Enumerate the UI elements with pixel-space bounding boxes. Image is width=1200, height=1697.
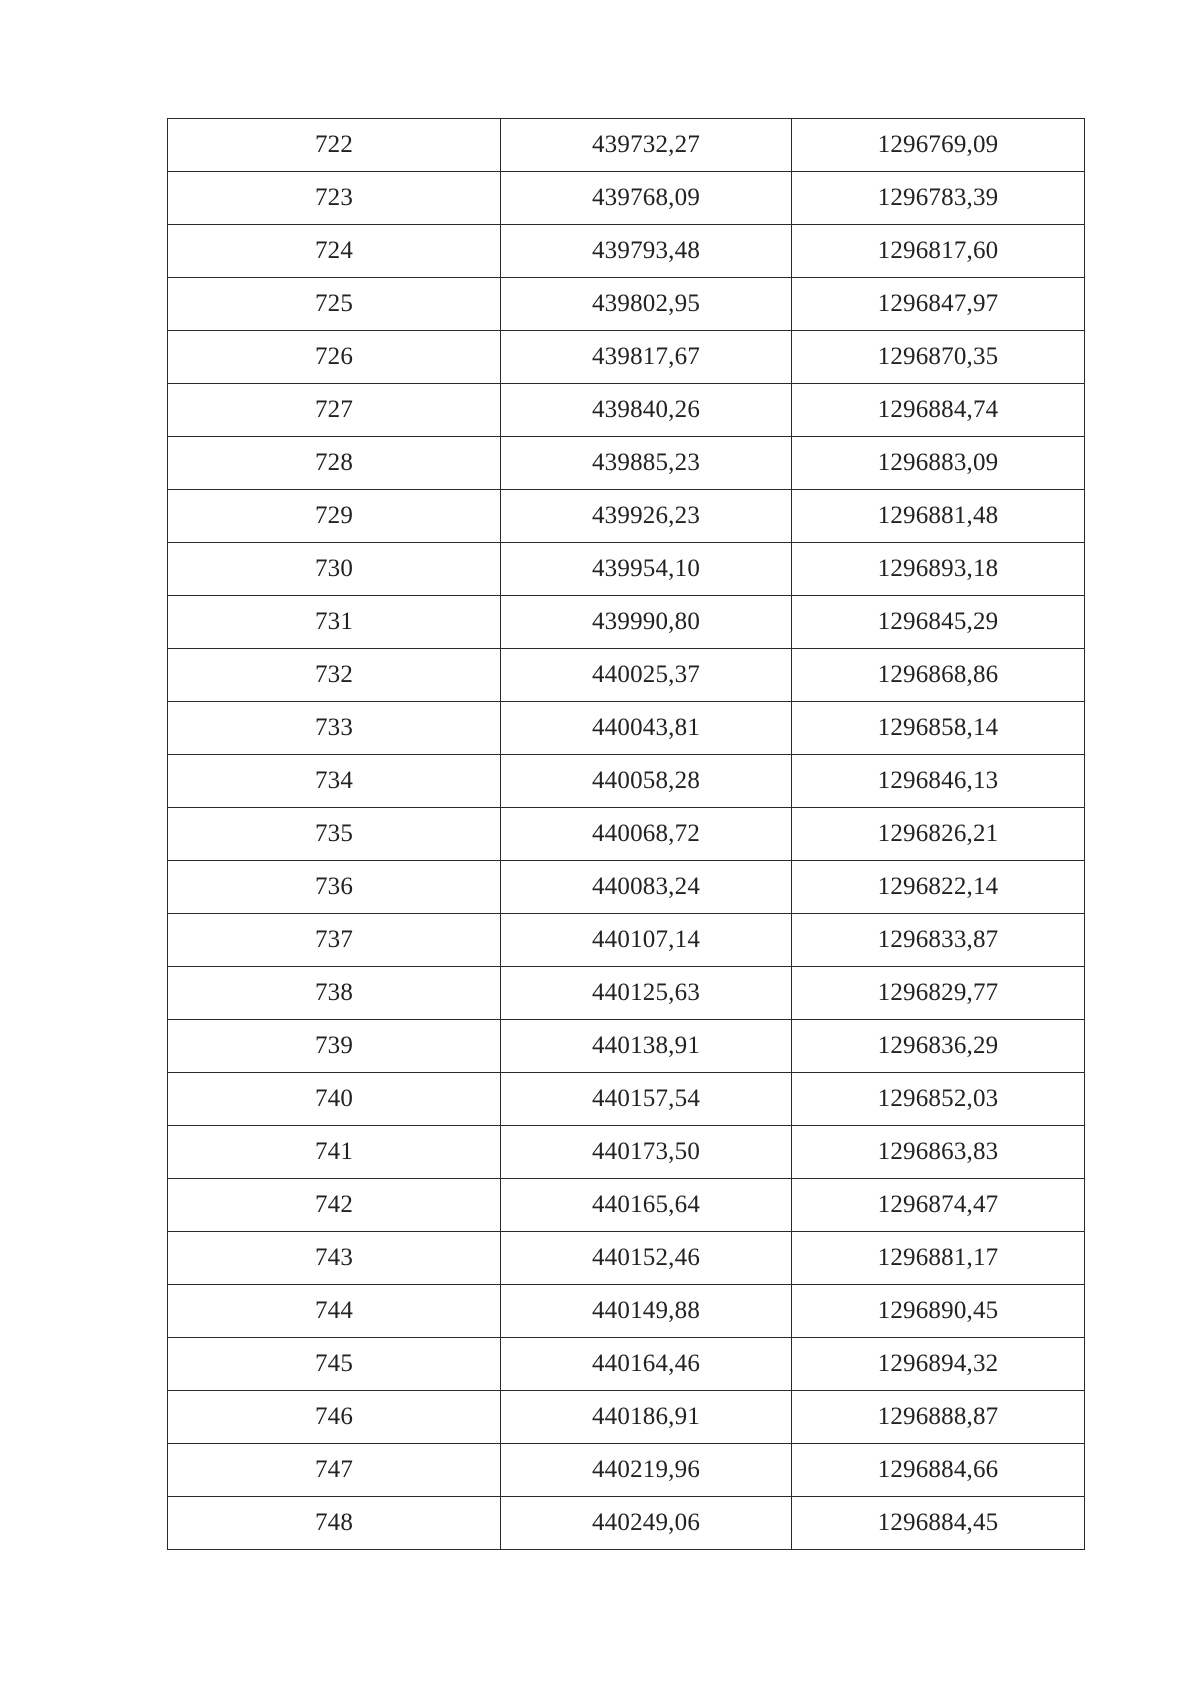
y-coordinate-cell: 1296884,45 [792,1497,1085,1550]
x-coordinate-cell: 440138,91 [501,1020,792,1073]
table-row [168,119,1085,172]
table-row [168,1285,1085,1338]
y-coordinate-cell: 1296847,97 [792,278,1085,331]
table-row [168,1126,1085,1179]
y-coordinate-cell: 1296893,18 [792,543,1085,596]
y-coordinate-cell: 1296817,60 [792,225,1085,278]
y-coordinate-cell: 1296890,45 [792,1285,1085,1338]
y-coordinate-cell: 1296884,66 [792,1444,1085,1497]
x-coordinate-cell: 439768,09 [501,172,792,225]
y-coordinate-cell: 1296829,77 [792,967,1085,1020]
point-number-cell: 748 [168,1497,501,1550]
point-number-cell: 733 [168,702,501,755]
x-coordinate-cell: 440152,46 [501,1232,792,1285]
table-row [168,755,1085,808]
x-coordinate-cell: 440149,88 [501,1285,792,1338]
x-coordinate-cell: 440043,81 [501,702,792,755]
table-row [168,437,1085,490]
y-coordinate-cell: 1296833,87 [792,914,1085,967]
table-row [168,278,1085,331]
coordinates-table [167,118,1085,1550]
y-coordinate-cell: 1296884,74 [792,384,1085,437]
point-number-cell: 746 [168,1391,501,1444]
point-number-cell: 735 [168,808,501,861]
x-coordinate-cell: 440083,24 [501,861,792,914]
point-number-cell: 747 [168,1444,501,1497]
point-number-cell: 738 [168,967,501,1020]
x-coordinate-cell: 439990,80 [501,596,792,649]
table-row [168,1020,1085,1073]
table-row [168,1073,1085,1126]
y-coordinate-cell: 1296870,35 [792,331,1085,384]
point-number-cell: 743 [168,1232,501,1285]
point-number-cell: 723 [168,172,501,225]
table-row [168,490,1085,543]
point-number-cell: 745 [168,1338,501,1391]
point-number-cell: 739 [168,1020,501,1073]
y-coordinate-cell: 1296769,09 [792,119,1085,172]
point-number-cell: 731 [168,596,501,649]
x-coordinate-cell: 439802,95 [501,278,792,331]
point-number-cell: 722 [168,119,501,172]
y-coordinate-cell: 1296858,14 [792,702,1085,755]
table-row [168,1444,1085,1497]
point-number-cell: 727 [168,384,501,437]
x-coordinate-cell: 439732,27 [501,119,792,172]
y-coordinate-cell: 1296846,13 [792,755,1085,808]
point-number-cell: 740 [168,1073,501,1126]
point-number-cell: 725 [168,278,501,331]
point-number-cell: 736 [168,861,501,914]
y-coordinate-cell: 1296868,86 [792,649,1085,702]
point-number-cell: 737 [168,914,501,967]
table-row [168,225,1085,278]
x-coordinate-cell: 440165,64 [501,1179,792,1232]
table-row [168,808,1085,861]
table-row [168,702,1085,755]
x-coordinate-cell: 440068,72 [501,808,792,861]
point-number-cell: 728 [168,437,501,490]
y-coordinate-cell: 1296881,17 [792,1232,1085,1285]
y-coordinate-cell: 1296874,47 [792,1179,1085,1232]
x-coordinate-cell: 439817,67 [501,331,792,384]
table-row [168,914,1085,967]
y-coordinate-cell: 1296822,14 [792,861,1085,914]
point-number-cell: 744 [168,1285,501,1338]
point-number-cell: 730 [168,543,501,596]
x-coordinate-cell: 440219,96 [501,1444,792,1497]
y-coordinate-cell: 1296783,39 [792,172,1085,225]
x-coordinate-cell: 440186,91 [501,1391,792,1444]
x-coordinate-cell: 440025,37 [501,649,792,702]
point-number-cell: 734 [168,755,501,808]
y-coordinate-cell: 1296836,29 [792,1020,1085,1073]
x-coordinate-cell: 439926,23 [501,490,792,543]
point-number-cell: 742 [168,1179,501,1232]
point-number-cell: 732 [168,649,501,702]
table-row [168,331,1085,384]
table-row [168,1179,1085,1232]
y-coordinate-cell: 1296852,03 [792,1073,1085,1126]
point-number-cell: 726 [168,331,501,384]
table-row [168,172,1085,225]
x-coordinate-cell: 439840,26 [501,384,792,437]
y-coordinate-cell: 1296845,29 [792,596,1085,649]
table-row [168,596,1085,649]
x-coordinate-cell: 439793,48 [501,225,792,278]
table-row [168,649,1085,702]
x-coordinate-cell: 439885,23 [501,437,792,490]
table-row [168,1391,1085,1444]
y-coordinate-cell: 1296894,32 [792,1338,1085,1391]
x-coordinate-cell: 440249,06 [501,1497,792,1550]
y-coordinate-cell: 1296888,87 [792,1391,1085,1444]
point-number-cell: 741 [168,1126,501,1179]
point-number-cell: 724 [168,225,501,278]
x-coordinate-cell: 440173,50 [501,1126,792,1179]
y-coordinate-cell: 1296863,83 [792,1126,1085,1179]
x-coordinate-cell: 440157,54 [501,1073,792,1126]
table-row [168,1497,1085,1550]
y-coordinate-cell: 1296883,09 [792,437,1085,490]
x-coordinate-cell: 440107,14 [501,914,792,967]
table-row [168,543,1085,596]
table-row [168,384,1085,437]
table-row [168,861,1085,914]
table-row [168,1338,1085,1391]
x-coordinate-cell: 439954,10 [501,543,792,596]
table-row [168,967,1085,1020]
y-coordinate-cell: 1296826,21 [792,808,1085,861]
x-coordinate-cell: 440125,63 [501,967,792,1020]
point-number-cell: 729 [168,490,501,543]
x-coordinate-cell: 440164,46 [501,1338,792,1391]
x-coordinate-cell: 440058,28 [501,755,792,808]
coordinates-table-body [168,119,1085,1550]
table-row [168,1232,1085,1285]
y-coordinate-cell: 1296881,48 [792,490,1085,543]
